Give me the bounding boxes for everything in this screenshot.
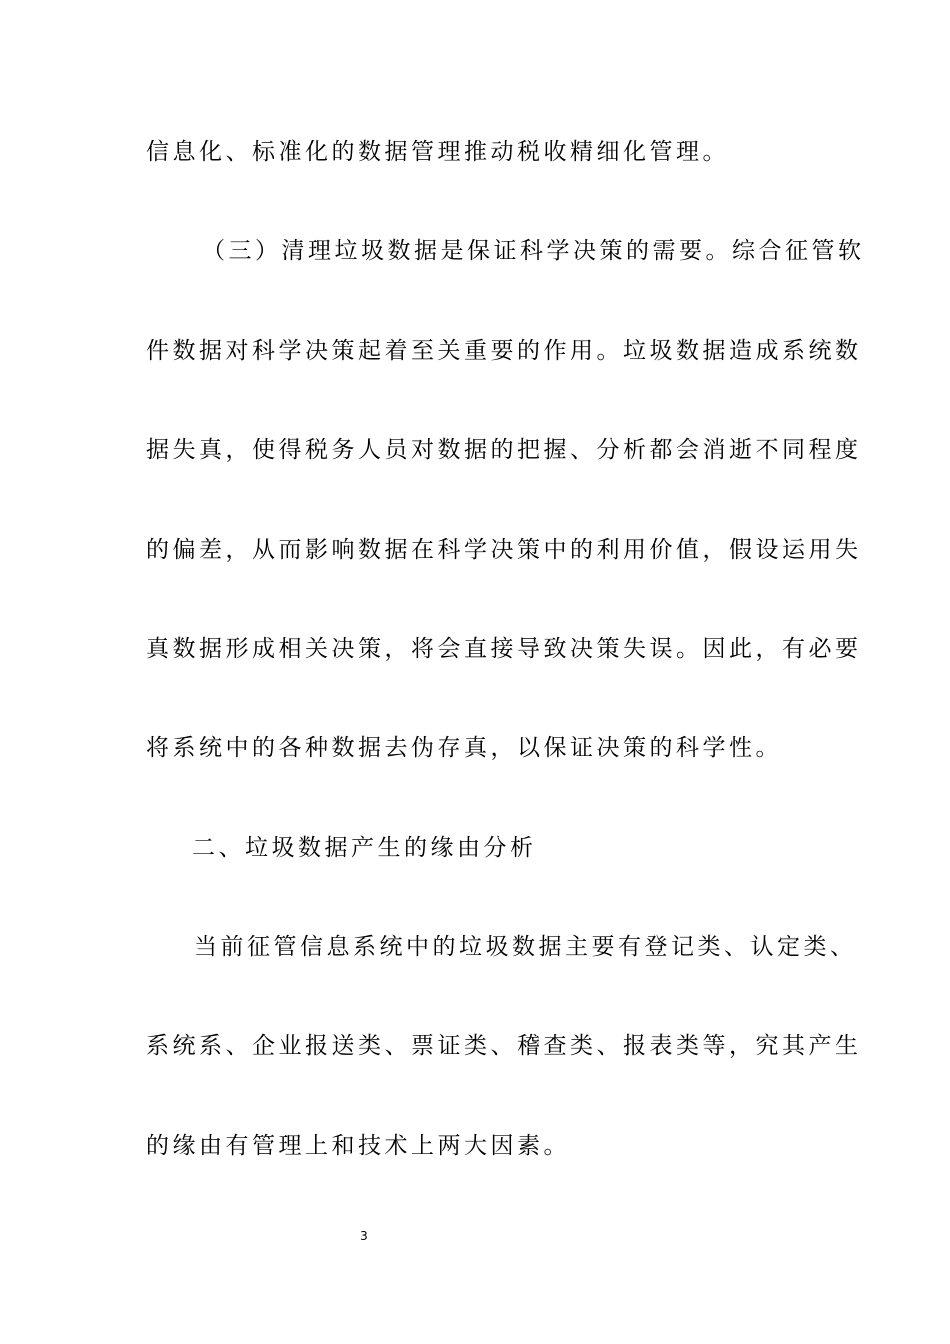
body-text-line: 将系统中的各种数据去伪存真，以保证决策的科学性。 [146, 735, 782, 761]
section-heading: 二、垃圾数据产生的缘由分析 [192, 835, 537, 861]
body-text-line: 的偏差，从而影响数据在科学决策中的利用价值，假设运用失 [146, 537, 862, 563]
body-text-line: 系统系、企业报送类、票证类、稽查类、报表类等，究其产生 [146, 1033, 862, 1059]
body-text-line: 真数据形成相关决策，将会直接导致决策失误。因此，有必要 [146, 636, 862, 662]
body-text-line: 据失真，使得税务人员对数据的把握、分析都会消逝不同程度 [146, 437, 862, 463]
body-text-line: （三）清理垃圾数据是保证科学决策的需要。综合征管软 [202, 238, 865, 264]
body-text-line: 件数据对科学决策起着至关重要的作用。垃圾数据造成系统数 [146, 338, 862, 364]
body-text-line: 当前征管信息系统中的垃圾数据主要有登记类、认定类、 [194, 934, 857, 960]
page-number: 3 [360, 1229, 368, 1243]
body-text-line: 信息化、标准化的数据管理推动税收精细化管理。 [146, 139, 729, 165]
body-text-line: 的缘由有管理上和技术上两大因素。 [146, 1133, 570, 1159]
